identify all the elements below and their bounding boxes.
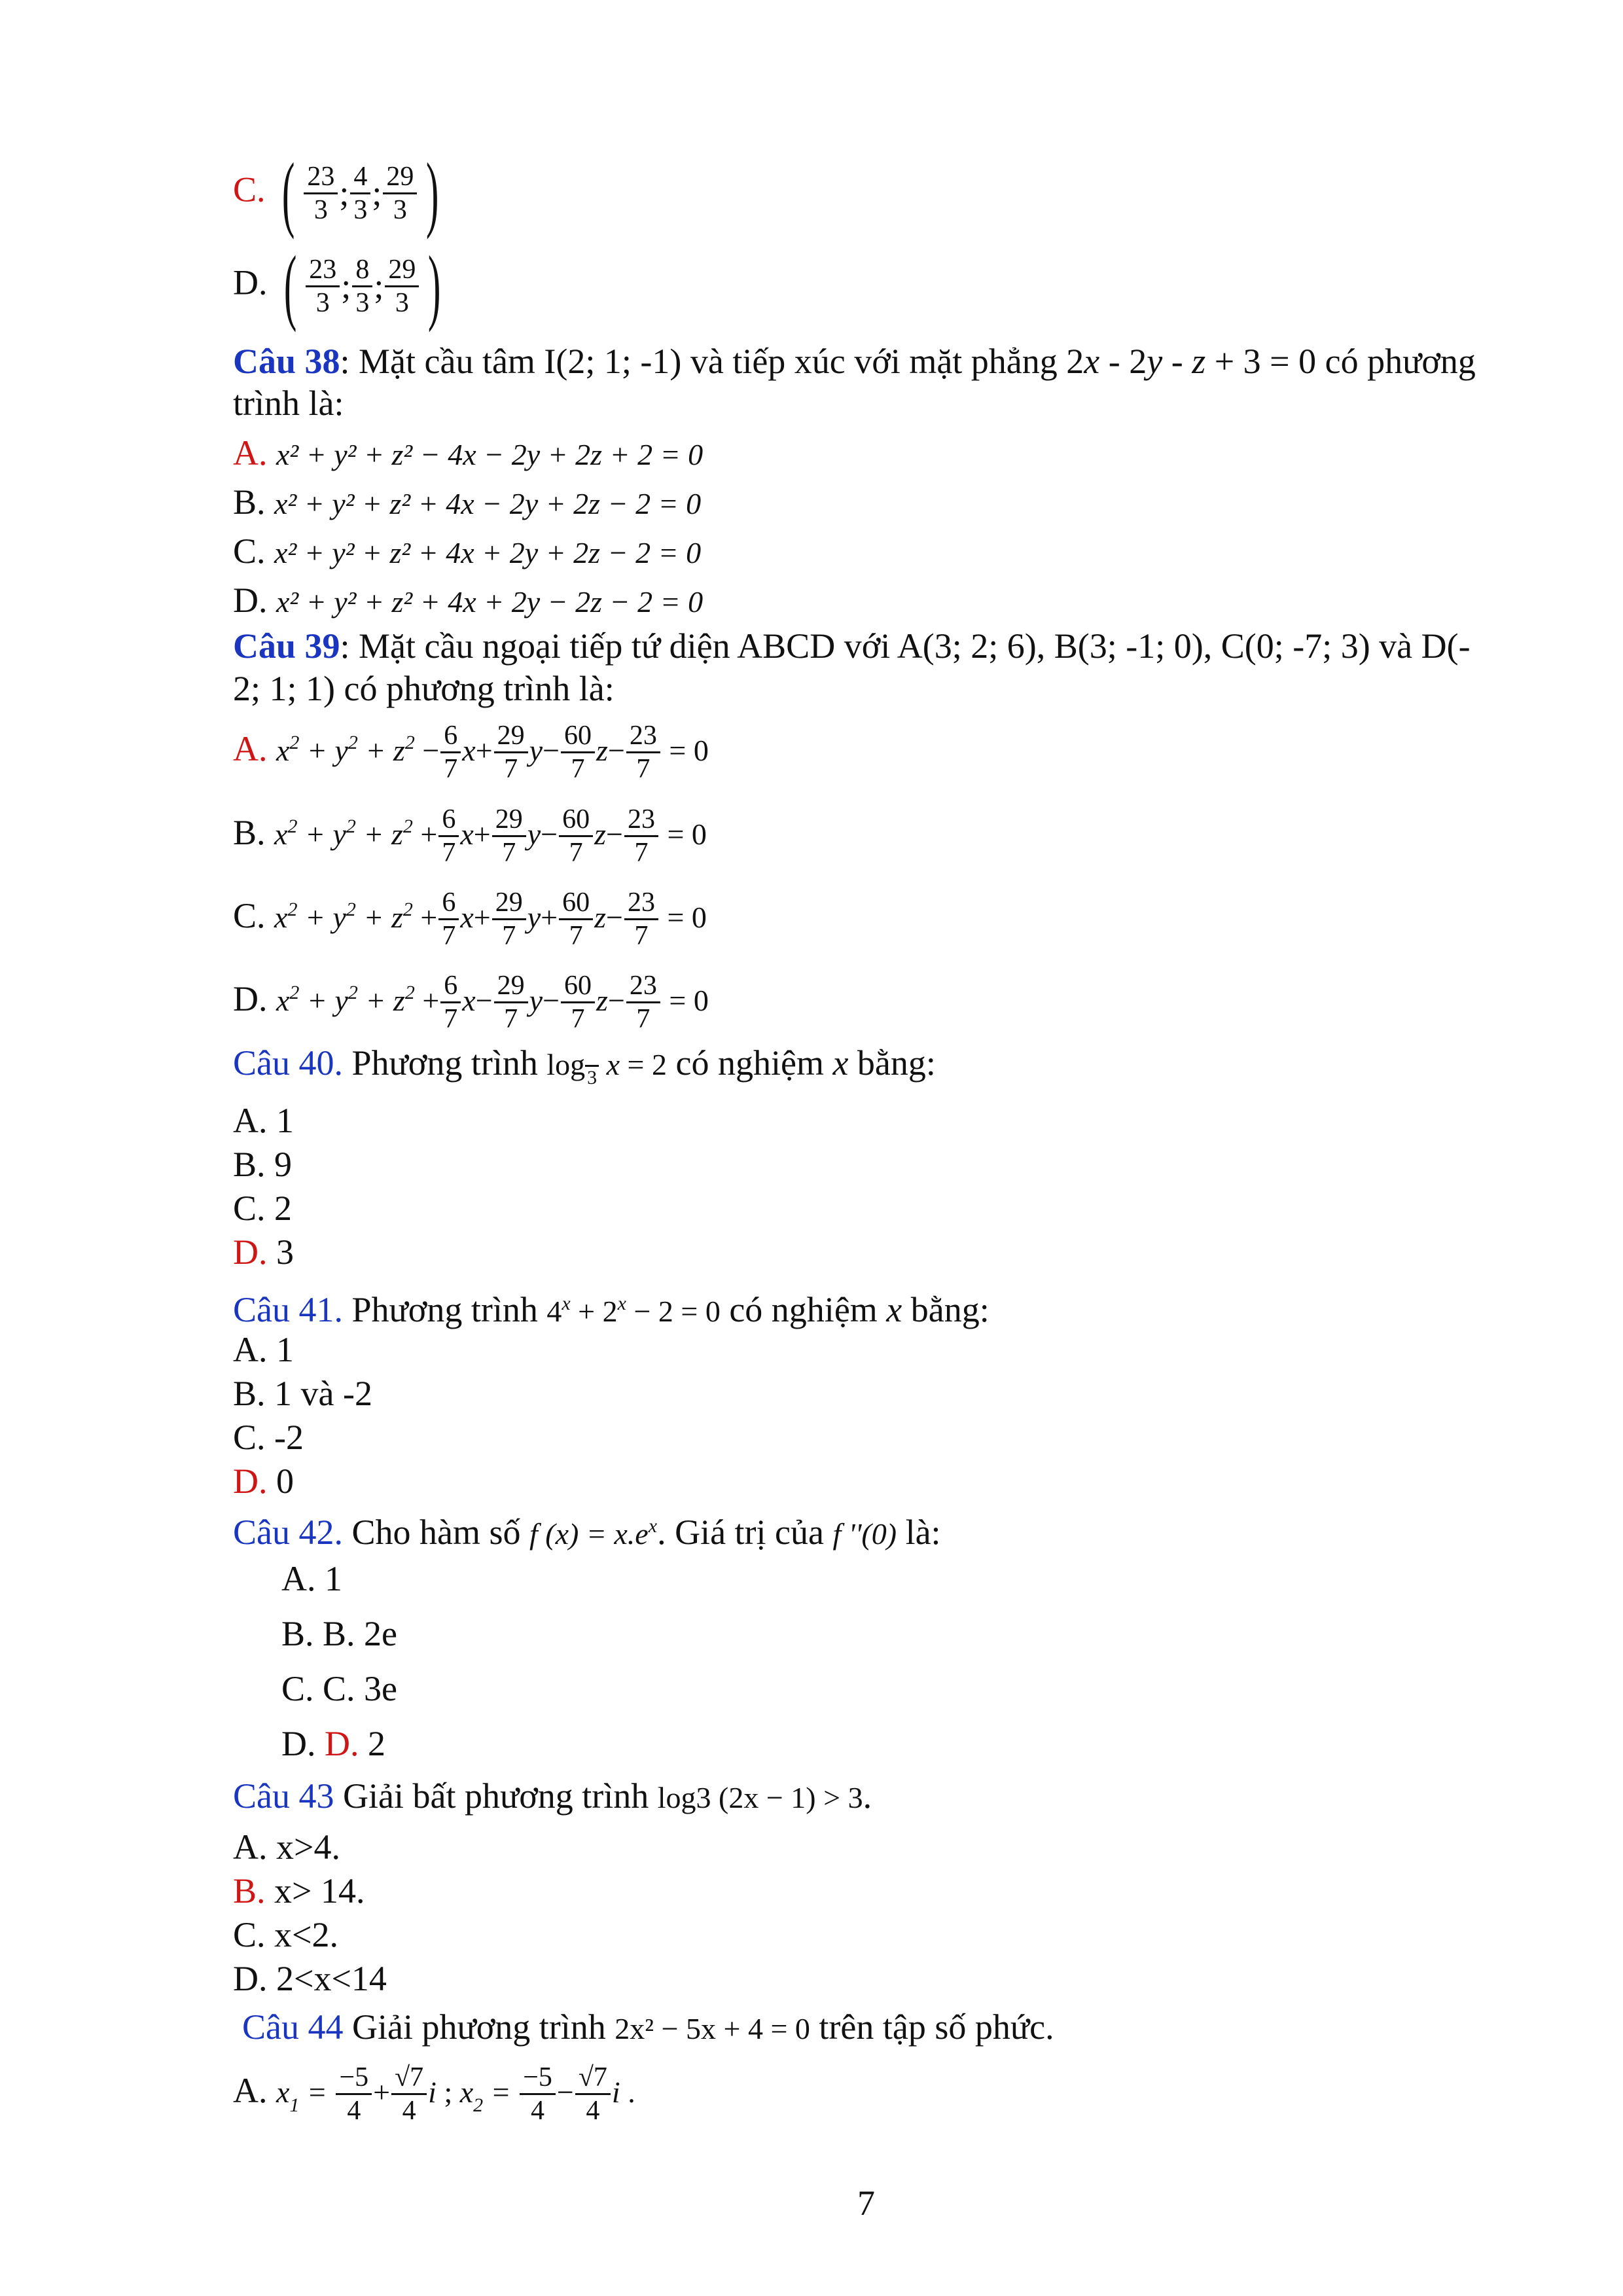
q39-option-d: D. $x^2 + y^2 + z^2$ + $\frac{6}{7}$ x− $\frac{29}{7}$ y− $\frac{60}{7}$ z− $\frac{23}{7}$ = 0	[233, 971, 709, 1034]
q38-option-b: B. x² + y² + z² + 4x − 2y + 2z − 2 = 0	[233, 482, 702, 522]
question-label: Câu 42.	[233, 1513, 343, 1552]
q41-option-b: B. 1 và -2	[233, 1374, 372, 1413]
q41-option-c: C. -2	[233, 1418, 304, 1457]
question-label: Câu 38	[233, 342, 340, 381]
q41-heading: Câu 41. Phương trình $4^x + 2^x - 2 = 0$ có nghiệm x bằng:	[233, 1290, 990, 1329]
question-label: Câu 44	[242, 2007, 344, 2047]
q39-option-a: A. $x^2 + y^2 + z^2$ − $\frac{6}{7}$ x+ $\frac{29}{7}$ y− $\frac{60}{7}$ z− $\frac{23}{7}$ = 0	[233, 721, 709, 784]
q41-option-a: A. 1	[233, 1330, 294, 1369]
q44-option-a: A. $x_1$ = $\frac{-5}{4}$ + $\frac{√7}{4}$ i ; $x_2$ = $\frac{-5}{4}$ − $\frac{√7}{4}$ i .	[233, 2062, 635, 2126]
q40-option-a: A. 1	[233, 1101, 294, 1140]
q43-option-b: B. x> 14.	[233, 1871, 365, 1910]
q39-heading: Câu 39: Mặt cầu ngoại tiếp tứ diện ABCD với A(3; 2; 6), B(3; -1; 0), C(0; -7; 3) và D(-	[233, 626, 1471, 666]
q38-heading-cont: trình là:	[233, 384, 344, 423]
q42-option-d: D. D. 2	[281, 1724, 385, 1763]
q37-option-c: C. ( $\frac{23}{3}$ ; $\frac{4}{3}$ ; $\frac{29}{3}$ )	[233, 146, 439, 240]
q42-heading: Câu 42. Cho hàm số f $(x) = x.e^x$. Giá trị của f ''(0) là:	[233, 1513, 941, 1552]
question-label: Câu 39	[233, 626, 340, 666]
q43-option-c: C. x<2.	[233, 1915, 338, 1954]
q42-option-a: A. 1	[281, 1559, 342, 1598]
q39-heading-cont: 2; 1; 1) có phương trình là:	[233, 669, 615, 708]
question-label: Câu 41.	[233, 1290, 343, 1329]
q38-option-c: C. x² + y² + z² + 4x + 2y + 2z − 2 = 0	[233, 531, 702, 571]
q40-option-b: B. 9	[233, 1145, 293, 1184]
q37-option-d: D. ( $\frac{23}{3}$ ; $\frac{8}{3}$ ; $\frac{29}{3}$ )	[233, 239, 441, 333]
q38-heading: Câu 38: Mặt cầu tâm I(2; 1; -1) và tiếp xúc với mặt phẳng 2x - 2y - z + 3 = 0 có phương	[233, 342, 1476, 381]
q39-option-c: C. $x^2 + y^2 + z^2$ + $\frac{6}{7}$ x+ $\frac{29}{7}$ y+ $\frac{60}{7}$ z− $\frac{23}{7}$ = 0	[233, 888, 707, 951]
q42-option-b: B. B. 2e	[281, 1614, 398, 1653]
question-label: Câu 43	[233, 1776, 334, 1816]
q40-heading: Câu 40. Phương trình log $_3$ x = 2 có nghiệm x bằng:	[233, 1043, 936, 1088]
q43-heading: Câu 43 Giải bất phương trình log3 (2x − 1) > 3.	[233, 1776, 872, 1816]
q39-option-b: B. $x^2 + y^2 + z^2$ + $\frac{6}{7}$ x+ $\frac{29}{7}$ y− $\frac{60}{7}$ z− $\frac{23}{7}$ = 0	[233, 804, 707, 868]
q43-option-d: D. 2<x<14	[233, 1959, 387, 1998]
q43-option-a: A. x>4.	[233, 1827, 340, 1867]
question-label: Câu 40.	[233, 1043, 343, 1083]
q40-option-d: D. 3	[233, 1232, 294, 1272]
q38-option-d: D. x² + y² + z² + 4x + 2y − 2z − 2 = 0	[233, 581, 704, 620]
q42-option-c: C. C. 3e	[281, 1669, 398, 1708]
page-number: 7	[857, 2183, 875, 2223]
q40-option-c: C. 2	[233, 1189, 293, 1228]
q41-option-d: D. 0	[233, 1462, 294, 1501]
q38-option-a: A. x² + y² + z² − 4x − 2y + 2z + 2 = 0	[233, 433, 704, 473]
q44-heading: Câu 44 Giải phương trình 2x² − 5x + 4 = 0 trên tập số phức.	[242, 2007, 1054, 2047]
